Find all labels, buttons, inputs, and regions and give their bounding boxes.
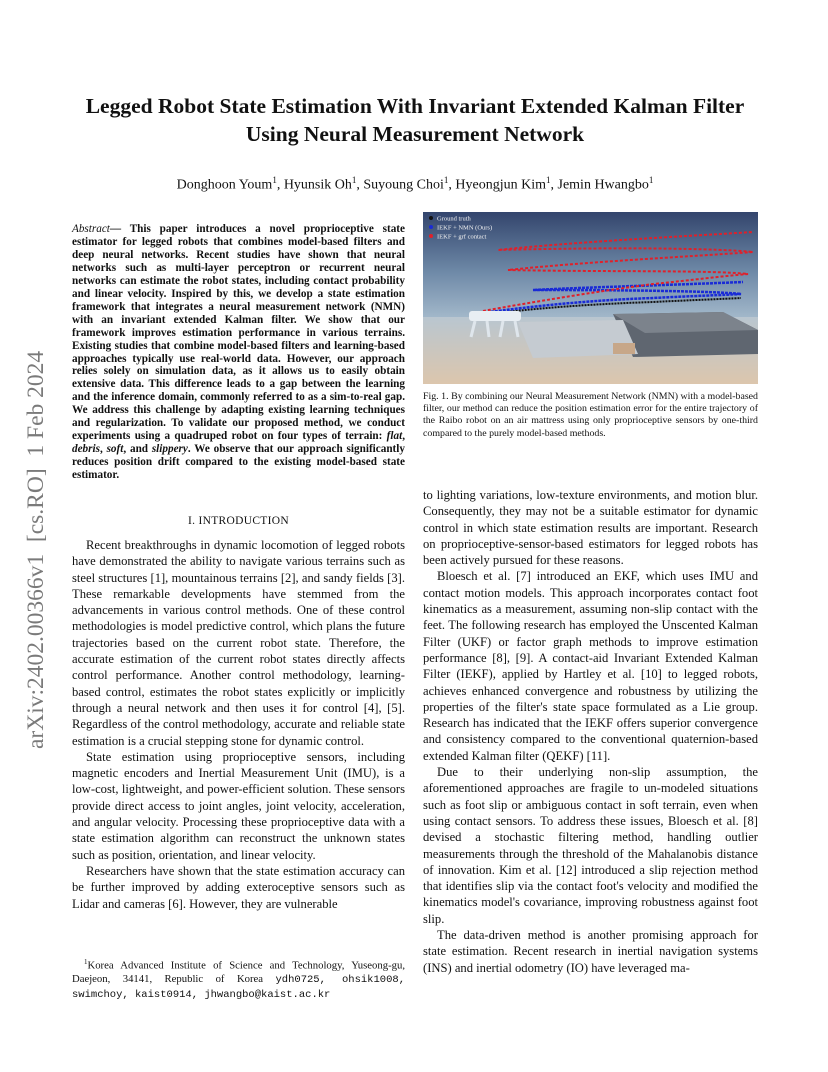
- legend-marker-iekf-grf: [429, 234, 433, 238]
- author-name: Jemin Hwangbo: [557, 177, 649, 193]
- abstract-tail: . We observe that our approach significantly reduces position drift compared to the existing model-based state estimator.: [72, 443, 405, 482]
- terrain-soft: soft: [106, 443, 124, 456]
- legend-marker-ground-truth: [429, 216, 433, 220]
- terrain-debris: debris: [72, 443, 100, 456]
- legend-marker-iekf-nmn: [429, 225, 433, 229]
- left-column-body: [72, 537, 405, 912]
- arxiv-identifier-stamp: [14, 294, 52, 754]
- right-column-body: [423, 487, 758, 976]
- abstract: Abstract— This paper introduces a novel proprioceptive state estimator for legged robots that combines model-based filters and deep neural networks. Recent studies have shown that neural networks such as multi-layer perceptron or recurrent neural networks can estimate the robot states, including contact probability and linear velocity. Inspired by this, we develop a state estimation framework that integrates a neural measurement network (NMN) with an invariant extended Kalman filter. We show that our framework improves estimation performance in various terrains. Existing studies that combine model-based filters and learning-based approaches typically use real-world data. However, our approach relies solely on simulation data, as it allows us to easily obtain extensive data. This difference leads to a gap between the learning and the inference domain, commonly referred to as a sim-to-real gap. We address this challenge by adapting existing learning techniques and regularization. To validate our proposed method, we conduct experiments using a quadruped robot on four types of terrain: flat, debris, soft, and slippery. We observe that our approach significantly reduces position drift compared to the existing model-based state estimator.: [72, 223, 406, 482]
- legend-label-iekf-grf: IEKF + grf contact: [437, 233, 487, 241]
- terrain-slippery: slippery: [151, 443, 188, 456]
- author-name: Donghoon Youm: [176, 177, 273, 193]
- paragraph: Researchers have shown that the state estimation accuracy can be further improved by adding exteroceptive sensors such as Lidar and cameras [6]. However, they are vulnerable: [72, 863, 405, 911]
- author-name: Hyunsik Oh: [283, 177, 352, 193]
- paper-title: [40, 92, 790, 148]
- footnote: [72, 956, 405, 1002]
- paragraph: The data-driven method is another promising approach for state estimation. Recent research in inertial navigation systems (INS) and inertial odometry (IO) have leveraged ma-: [423, 928, 758, 975]
- author-affiliation-mark: 1: [443, 175, 449, 185]
- abstract-and: and: [129, 443, 149, 456]
- legend-label-ground-truth: Ground truth: [437, 215, 471, 223]
- paragraph: State estimation using proprioceptive sensors, including magnetic encoders and Inertial Measurement Unit (IMU), is a low-cost, lightweight, and power-efficient solution. These sensors provide direct access to joint angles, joint velocity, acceleration, and angular velocity. Processing these proprioceptive data with a state estimation algorithm can reconstruct the unknown states such as position, orientation, and linear velocity.: [72, 749, 405, 862]
- terrain-flat: flat: [386, 430, 403, 443]
- paragraph: Bloesch et al. [7] introduced an EKF, which uses IMU and contact motion models. This approach incorporates contact foot kinematics as a measurement, assuming non-slip contact with the feet. The following research has employed the Unscented Kalman Filter (UKF) or factor graph methods to improve estimation performance [8], [9]. A contact-aid Invariant Extended Kalman Filter (IEKF), applied by Hartley et al. [10] to legged robots, achieves enhanced convergence and robustness by utilizing the properties of the filter's state space formulated as a Lie group. Research has indicated that the IEKF offers superior convergence and consistency compared to the conventional quaternion-based extended Kalman filter (QEKF) [11].: [423, 569, 758, 763]
- paragraph: Recent breakthroughs in dynamic locomotion of legged robots have demonstrated the ability to navigate various terrains such as steel structures [1], mountainous terrains [2], and sandy fields [3]. These remarkable developments have stemmed from the advancements in various control methods. One of these control methodologies is model predictive control, which plans the future trajectories based on the current robot state. Therefore, the accurate estimation of the current robot states directly affects control performance. Another control methodology, learning-based control, estimates the robot states explicitly or implicitly through a neural network and then uses it for control [4], [5]. Regardless of the control methodology, accurate and reliable state estimation is a crucial stepping stone for dynamic control.: [72, 538, 405, 748]
- footnote-text: Korea Advanced Institute of Science and Technology, Yuseong-gu, Daejeon, 34141, Republic of Korea: [72, 959, 405, 986]
- abstract-text: This paper introduces a novel proprioceptive state estimator for legged robots that combines model-based filters and deep neural networks. Recent studies have shown that neural networks such as multi-layer perceptron or recurrent neural networks can estimate the robot states, including contact probability and linear velocity. Inspired by this, we develop a state estimation framework that integrates a neural measurement network (NMN) with an invariant extended Kalman filter. We show that our framework improves estimation performance in various terrains. Existing studies that combine model-based filters and learning-based approaches typically use real-world data. However, our approach relies solely on simulation data, as it allows us to easily obtain extensive data. This difference leads to a gap between the learning and the inference domain, commonly referred to as a sim-to-real gap. We address this challenge by adapting existing learning techniques and regularization. To validate our proposed method, we conduct experiments using a quadruped robot on four types of terrain:: [72, 223, 405, 443]
- author-affiliation-mark: 1: [351, 175, 357, 185]
- paragraph: Due to their underlying non-slip assumption, the aforementioned approaches are fragile to un-modeled situations such as foot slip or ambiguous contact in soft terrain, even when using contact sensors. To address these issues, Bloesch et al. [8] devised a stochastic filtering method, handling outlier measurements through the threshold of the Mahalanobis distance of innovation. Kim et al. [12] introduced a slip rejection method that identifies slip via the contact foot's velocity and modified the kinematics model's covariance, improving robustness against foot slip.: [423, 765, 758, 926]
- author-list: Donghoon Youm$^1$, Hyunsik Oh$^1$, Suyoung Choi$^1$, Hyeongjun Kim$^1$, Jemin Hwangbo$^1$: [176, 175, 654, 193]
- paragraph: to lighting variations, low-texture environments, and motion blur. Consequently, they may not be a suitable estimator for dynamic control in which state estimation results are important. Research on proprioceptive-sensor-based estimators for legged robots has been actively pursued for these reasons.: [423, 488, 758, 568]
- figure-1-image: [423, 212, 758, 384]
- box: [613, 343, 635, 354]
- title-line-1: Legged Robot State Estimation With Invariant Extended Kalman Filter: [85, 94, 745, 118]
- section-heading: I. INTRODUCTION: [188, 515, 289, 527]
- figure-1-caption: Fig. 1. By combining our Neural Measurement Network (NMN) with a model-based filter, our method can reduce the position estimation error for the entire trajectory of the Raibo robot on an air mattress using only proprioceptive sensors by one-third compared to the purely model-based methods.: [423, 391, 758, 439]
- author-affiliation-mark: 1: [546, 175, 551, 185]
- legend-label-iekf-nmn: IEKF + NMN (Ours): [437, 224, 493, 232]
- arxiv-identifier-text: arXiv:2402.00366v1 [cs.RO] 1 Feb 2024: [23, 350, 49, 749]
- author-name: Hyeongjun Kim: [455, 177, 546, 193]
- footnote-mark: 1: [84, 958, 88, 966]
- title-line-2: Using Neural Measurement Network: [245, 122, 585, 146]
- author-affiliation-mark: 1: [272, 175, 277, 185]
- footnote-emails: ydh0725, ohsik1008, swimchoy, kaist0914, jhwangbo@kaist.ac.kr: [72, 974, 405, 1001]
- author-name: Suyoung Choi: [363, 177, 444, 193]
- abstract-lead: Abstract: [72, 223, 110, 235]
- author-affiliation-mark: 1: [648, 175, 654, 185]
